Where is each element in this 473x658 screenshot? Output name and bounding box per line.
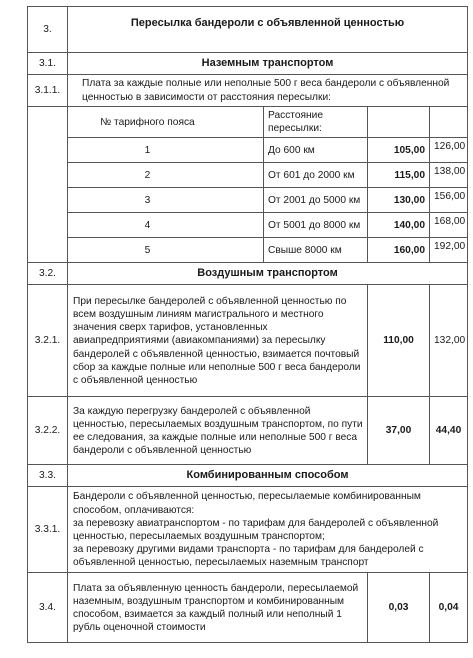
section-3-2-1-price-vat: 132,00 bbox=[430, 285, 468, 397]
zone-number: 5 bbox=[68, 238, 264, 263]
zone-number: 2 bbox=[68, 163, 264, 188]
section-3-1-1-number: 3.1.1. bbox=[28, 75, 68, 107]
zone-row bbox=[28, 188, 468, 213]
section-3-3-1-line: за перевозку авиатранспортом - по тарифам для бандеролей с объявленной ценностью, пересылаемых воздушным транспортом; bbox=[73, 517, 439, 542]
section-3-title: Пересылка бандероли с объявленной ценностью bbox=[68, 7, 468, 53]
section-3-2-2-row bbox=[28, 397, 468, 465]
section-3-3-1-text bbox=[68, 487, 468, 573]
price-column-header bbox=[368, 107, 430, 138]
section-3-2-2-text: За каждую перегрузку бандеролей с объявленной ценностью, пересылаемых воздушным транспортом, по пути ее следования, за каждые полные или неполные 500 г веса бандероли с объявленной ценностью bbox=[68, 397, 368, 465]
zone-price-vat: 192,00 bbox=[430, 238, 468, 263]
zone-table-spacer bbox=[28, 107, 68, 263]
zone-row bbox=[28, 138, 468, 163]
section-3-4-row bbox=[28, 573, 468, 643]
section-3-2-2-price-vat: 44,40 bbox=[430, 397, 468, 465]
zone-price: 160,00 bbox=[368, 238, 430, 263]
section-3-2-2-price: 37,00 bbox=[368, 397, 430, 465]
zone-price-vat: 156,00 bbox=[430, 188, 468, 213]
section-3-1-row bbox=[28, 53, 468, 75]
section-3-row bbox=[28, 7, 468, 53]
section-3-4-text: Плата за объявленную ценность бандероли, пересылаемой наземным, воздушным транспортом и комбинированным способом, взимается за каждый полный или неполный 1 рубль оценочной стоимости bbox=[68, 573, 368, 643]
zone-number: 3 bbox=[68, 188, 264, 213]
zone-header-row bbox=[28, 107, 468, 138]
section-3-3-1-number: 3.3.1. bbox=[28, 487, 68, 573]
zone-price-vat: 126,00 bbox=[430, 138, 468, 163]
zone-price: 115,00 bbox=[368, 163, 430, 188]
zone-price-vat: 138,00 bbox=[430, 163, 468, 188]
zone-distance: От 601 до 2000 км bbox=[264, 163, 368, 188]
zone-column-header: № тарифного пояса bbox=[68, 107, 264, 138]
zone-price: 130,00 bbox=[368, 188, 430, 213]
section-3-3-row bbox=[28, 465, 468, 487]
zone-row bbox=[28, 213, 468, 238]
section-3-2-1-text: При пересылке бандеролей с объявленной ценностью по всем воздушным линиям магистрального и местного значения сверх тарифов, установленных авиапредприятиями (авиакомпаниями) за пересылку бандеролей с объявленной ценностью, взимается почтовый сбор за каждые полные или неполные 500 г веса бандероли с объявленной ценностью bbox=[68, 285, 368, 397]
section-3-1-1-row bbox=[28, 75, 468, 107]
zone-row bbox=[28, 238, 468, 263]
section-3-4-number: 3.4. bbox=[28, 573, 68, 643]
zone-distance: От 5001 до 8000 км bbox=[264, 213, 368, 238]
zone-distance: От 2001 до 5000 км bbox=[264, 188, 368, 213]
section-3-2-number: 3.2. bbox=[28, 263, 68, 285]
section-3-3-1-line: Бандероли с объявленной ценностью, пересылаемые комбинированным способом, оплачиваются: bbox=[73, 491, 421, 516]
zone-number: 4 bbox=[68, 213, 264, 238]
distance-column-header: Расстояние пересылки: bbox=[264, 107, 368, 138]
zone-price-vat: 168,00 bbox=[430, 213, 468, 238]
zone-number: 1 bbox=[68, 138, 264, 163]
zone-distance: Свыше 8000 км bbox=[264, 238, 368, 263]
section-3-4-price: 0,03 bbox=[368, 573, 430, 643]
zone-distance: До 600 км bbox=[264, 138, 368, 163]
section-3-1-number: 3.1. bbox=[28, 53, 68, 75]
section-3-2-1-number: 3.2.1. bbox=[28, 285, 68, 397]
zone-row bbox=[28, 163, 468, 188]
zone-price: 140,00 bbox=[368, 213, 430, 238]
section-3-1-title: Наземным транспортом bbox=[68, 53, 468, 75]
section-3-number: 3. bbox=[28, 7, 68, 53]
price-vat-column-header bbox=[430, 107, 468, 138]
section-3-4-price-vat: 0,04 bbox=[430, 573, 468, 643]
section-3-3-title: Комбинированным способом bbox=[68, 465, 468, 487]
section-3-2-row bbox=[28, 263, 468, 285]
section-3-1-1-text: Плата за каждые полные или неполные 500 г веса бандероли с объявленной ценностью в зависимости от расстояния пересылки: bbox=[68, 75, 468, 107]
section-3-2-1-row bbox=[28, 285, 468, 397]
zone-price: 105,00 bbox=[368, 138, 430, 163]
section-3-3-1-row bbox=[28, 487, 468, 573]
section-3-3-1-line: за перевозку другими видами транспорта - по тарифам для бандеролей с объявленной ценностью, пересылаемых наземным транспорт bbox=[73, 544, 424, 569]
section-3-2-2-number: 3.2.2. bbox=[28, 397, 68, 465]
section-3-2-1-price: 110,00 bbox=[368, 285, 430, 397]
section-3-2-title: Воздушным транспортом bbox=[68, 263, 468, 285]
tariff-table bbox=[27, 6, 468, 643]
section-3-3-number: 3.3. bbox=[28, 465, 68, 487]
